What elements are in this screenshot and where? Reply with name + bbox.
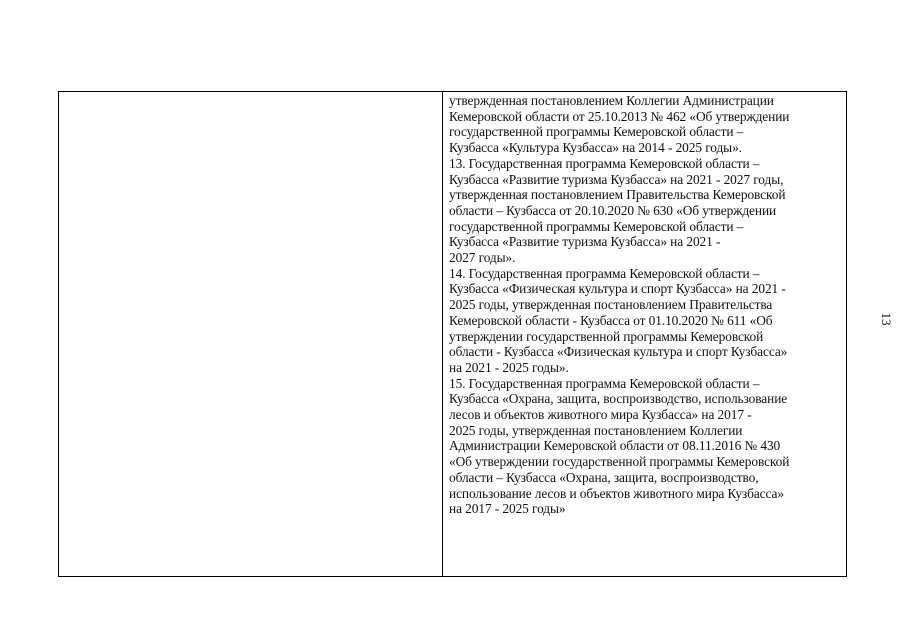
text-line: 2025 годы, утвержденная постановлением Правительства	[449, 297, 773, 313]
text-line: Кузбасса «Развитие туризма Кузбасса» на 2021 -	[449, 234, 721, 250]
text-line: утвержденная постановлением Коллегии Администрации	[449, 93, 774, 108]
text-line: 2027 годы».	[449, 250, 516, 266]
text-line: 2025 годы, утвержденная постановлением Коллегии	[449, 422, 743, 438]
text-line: 14. Государственная программа Кемеровской области –	[449, 265, 760, 281]
text-line: Кузбасса «Развитие туризма Кузбасса» на 2021 - 2027 годы,	[449, 171, 784, 187]
text-line: области – Кузбасса «Охрана, защита, воспроизводство,	[449, 469, 759, 485]
text-line: Кемеровской области от 25.10.2013 № 462 «Об утверждении	[449, 108, 790, 124]
table-cell-right	[443, 92, 846, 576]
text-line: 15. Государственная программа Кемеровской области –	[449, 375, 760, 391]
text-line: государственной программы Кемеровской области –	[449, 218, 744, 234]
text-line: области - Кузбасса «Физическая культура и спорт Кузбасса»	[449, 344, 788, 360]
text-line: Кузбасса «Охрана, защита, воспроизводство, использование	[449, 391, 788, 407]
text-line: лесов и объектов животного мира Кузбасса» на 2017 -	[449, 407, 752, 423]
text-line: Администрации Кемеровской области от 08.11.2016 № 430	[449, 438, 781, 454]
page-number: 13	[879, 312, 894, 326]
text-line: государственной программы Кемеровской области –	[449, 124, 744, 140]
text-line: утвержденная постановлением Правительства Кемеровской	[449, 187, 786, 203]
text-line: утверждении государственной программы Кемеровской	[449, 328, 764, 344]
text-line: на 2021 - 2025 годы».	[449, 359, 569, 375]
text-line: 13. Государственная программа Кемеровской области –	[449, 155, 760, 171]
program-table	[58, 91, 847, 577]
text-line: области – Кузбасса от 20.10.2020 № 630 «Об утверждении	[449, 202, 777, 218]
text-line: на 2017 - 2025 годы»	[449, 501, 566, 517]
text-line: Кузбасса «Культура Кузбасса» на 2014 - 2025 годы».	[449, 140, 742, 156]
text-line: использование лесов и объектов животного мира Кузбасса»	[449, 485, 784, 501]
text-line: «Об утверждении государственной программы Кемеровской	[449, 454, 790, 470]
text-line: Кузбасса «Физическая культура и спорт Кузбасса» на 2021 -	[449, 281, 786, 297]
table-cell-left	[59, 92, 443, 576]
text-line: Кемеровской области - Кузбасса от 01.10.2020 № 611 «Об	[449, 312, 773, 328]
